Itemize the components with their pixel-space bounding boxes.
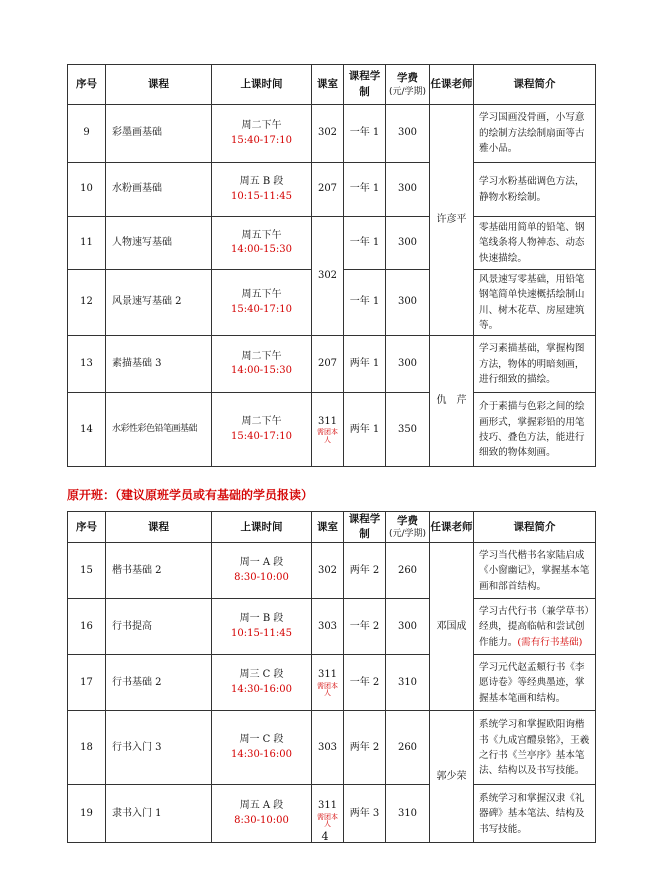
header-time: 上课时间 [212, 512, 312, 543]
row-fee: 310 [386, 785, 430, 843]
row-fee: 300 [386, 163, 430, 217]
room-note: 需团本人 [317, 681, 338, 698]
room-number: 311 [317, 415, 338, 427]
row-room: 207 [312, 163, 344, 217]
row-duration: 一年 1 [344, 270, 386, 336]
row-time [212, 336, 312, 393]
room-note: 需团本人 [317, 428, 338, 445]
row-index: 9 [68, 105, 106, 163]
room-note: 需团本人 [317, 812, 338, 829]
header-course: 课程 [106, 512, 212, 543]
room-number: 311 [317, 800, 338, 811]
row-room: 302 [312, 217, 344, 336]
course-table-2 [67, 511, 596, 843]
table-row [68, 393, 596, 467]
row-duration: 两年 3 [344, 785, 386, 843]
header-room: 课室 [312, 65, 344, 105]
row-room: 303 [312, 599, 344, 655]
table-row [68, 655, 596, 711]
time-day: 周五 B 段 [239, 176, 284, 187]
header-duration: 课程学制 [344, 65, 386, 105]
table-row [68, 543, 596, 599]
row-fee: 300 [386, 217, 430, 270]
header-course: 课程 [106, 65, 212, 105]
table-row [68, 105, 596, 163]
header-time: 上课时间 [212, 65, 312, 105]
row-teacher: 仇 芹 [430, 336, 474, 467]
time-day: 周五 A 段 [239, 800, 284, 812]
row-course: 水粉画基础 [106, 163, 212, 217]
row-fee: 310 [386, 655, 430, 711]
row-course: 风景速写基础 2 [106, 270, 212, 336]
row-index: 12 [68, 270, 106, 336]
row-course: 人物速写基础 [106, 217, 212, 270]
row-room: 302 [312, 105, 344, 163]
row-time [212, 105, 312, 163]
time-day: 周二下午 [241, 416, 282, 428]
time-day: 周一 A 段 [239, 557, 284, 569]
table-row [68, 217, 596, 270]
row-fee: 260 [386, 543, 430, 599]
row-intro: 系统学习和掌握汉隶《礼器碑》基本笔法、结构及书写技能。 [474, 785, 596, 843]
header-teacher: 任课老师 [430, 512, 474, 543]
row-course: 彩墨画基础 [106, 105, 212, 163]
time-day: 周一 C 段 [239, 734, 284, 746]
row-intro: 学习元代赵孟頫行书《李愿诗卷》等经典墨迹，掌握基本笔画和结构。 [474, 655, 596, 711]
row-time [212, 163, 312, 217]
time-day: 周五下午 [241, 229, 282, 241]
row-index: 15 [68, 543, 106, 599]
row-time [212, 393, 312, 467]
table-row [68, 599, 596, 655]
row-index: 19 [68, 785, 106, 843]
row-time [212, 599, 312, 655]
row-intro: 学习当代楷书名家陆启成《小窗幽记》，掌握基本笔画和部首结构。 [474, 543, 596, 599]
row-intro: 学习国画没骨画，小写意的绘制方法绘制扇面等古雅小品。 [474, 105, 596, 163]
time-range: 8:30-10:00 [234, 814, 289, 826]
header-index: 序号 [68, 65, 106, 105]
room-number: 311 [317, 669, 338, 680]
row-room: 207 [312, 336, 344, 393]
row-room [312, 655, 344, 711]
row-duration: 一年 2 [344, 599, 386, 655]
section-title: 原开班：（建议原班学员或有基础的学员报读） [67, 488, 314, 502]
row-duration: 一年 2 [344, 655, 386, 711]
time-day: 周三 C 段 [239, 669, 284, 681]
time-range: 14:00-15:30 [230, 244, 292, 255]
row-duration: 两年 1 [344, 336, 386, 393]
page-number: 4 [321, 830, 329, 843]
row-course: 水彩性彩色铅笔画基础 [106, 393, 212, 467]
row-duration: 两年 2 [344, 543, 386, 599]
header-teacher: 任课老师 [430, 65, 474, 105]
header-fee-label: 学费 [397, 515, 418, 528]
header-fee-unit: (元/学期) [388, 86, 427, 97]
header-index: 序号 [68, 512, 106, 543]
row-fee: 300 [386, 336, 430, 393]
row-fee: 260 [386, 711, 430, 785]
time-day: 周二下午 [241, 120, 282, 131]
row-intro: 介于素描与色彩之间的绘画形式，掌握彩铅的用笔技巧、叠色方法，能进行细致的物体刻画。 [474, 393, 596, 467]
row-intro [474, 599, 596, 655]
time-range: 15:40-17:10 [230, 134, 292, 146]
row-teacher: 邓国成 [430, 543, 474, 711]
row-time [212, 711, 312, 785]
row-duration: 一年 1 [344, 163, 386, 217]
time-range: 15:40-17:10 [230, 430, 292, 442]
row-time [212, 270, 312, 336]
row-intro: 零基础用简单的铅笔、钢笔线条将人物神态、动态快速描绘。 [474, 217, 596, 270]
row-course: 素描基础 3 [106, 336, 212, 393]
row-duration: 两年 2 [344, 711, 386, 785]
row-index: 17 [68, 655, 106, 711]
row-fee: 300 [386, 105, 430, 163]
row-time [212, 543, 312, 599]
table-header-row [68, 65, 596, 105]
row-teacher: 许彦平 [430, 105, 474, 336]
row-duration: 两年 1 [344, 393, 386, 467]
row-room: 302 [312, 543, 344, 599]
intro-text: 学习古代行书（兼学草书）经典，提高临帖和尝试创作能力。 [479, 605, 590, 648]
row-index: 13 [68, 336, 106, 393]
row-fee: 300 [386, 270, 430, 336]
row-time [212, 655, 312, 711]
table-row [68, 336, 596, 393]
time-range: 14:00-15:30 [230, 365, 292, 377]
time-range: 10:15-11:45 [230, 190, 292, 202]
header-intro: 课程简介 [474, 65, 596, 105]
header-duration: 课程学制 [344, 512, 386, 543]
row-intro: 学习素描基础，掌握构图方法，物体的明暗刻画，进行细致的描绘。 [474, 336, 596, 393]
row-room: 303 [312, 711, 344, 785]
time-range: 14:30-16:00 [230, 683, 292, 695]
row-index: 16 [68, 599, 106, 655]
row-teacher: 郭少荣 [430, 711, 474, 843]
row-intro: 风景速写零基础，用铅笔钢笔简单快速概括绘制山川、树木花草、房屋建筑等。 [474, 270, 596, 336]
row-fee: 350 [386, 393, 430, 467]
table-row [68, 711, 596, 785]
time-day: 周二下午 [241, 350, 282, 362]
row-intro: 学习水粉基础调色方法，静物水粉绘制。 [474, 163, 596, 217]
header-fee [386, 512, 430, 543]
row-course: 隶书入门 1 [106, 785, 212, 843]
row-course: 楷书基础 2 [106, 543, 212, 599]
time-range: 15:40-17:10 [230, 303, 292, 315]
header-intro: 课程简介 [474, 512, 596, 543]
table-row [68, 163, 596, 217]
row-fee: 300 [386, 599, 430, 655]
row-index: 10 [68, 163, 106, 217]
row-index: 14 [68, 393, 106, 467]
header-fee-label: 学费 [397, 72, 418, 85]
row-time [212, 217, 312, 270]
row-room [312, 393, 344, 467]
row-duration: 一年 1 [344, 105, 386, 163]
time-day: 周五下午 [241, 289, 282, 301]
time-range: 8:30-10:00 [234, 571, 289, 583]
row-index: 11 [68, 217, 106, 270]
row-course: 行书基础 2 [106, 655, 212, 711]
time-range: 10:15-11:45 [230, 627, 292, 639]
row-course: 行书入门 3 [106, 711, 212, 785]
row-intro: 系统学习和掌握欧阳询楷书《九成宫醴泉铭》，王羲之行书《兰亭序》基本笔法、结构以及书写技能。 [474, 711, 596, 785]
header-fee [386, 65, 430, 105]
time-range: 14:30-16:00 [230, 748, 292, 760]
header-fee-unit: (元/学期) [388, 529, 427, 540]
header-room: 课室 [312, 512, 344, 543]
row-course: 行书提高 [106, 599, 212, 655]
table-header-row [68, 512, 596, 543]
time-day: 周一 B 段 [239, 613, 284, 625]
row-duration: 一年 1 [344, 217, 386, 270]
intro-note: (需有行书基础) [517, 636, 583, 648]
row-index: 18 [68, 711, 106, 785]
course-table-1 [67, 64, 596, 467]
